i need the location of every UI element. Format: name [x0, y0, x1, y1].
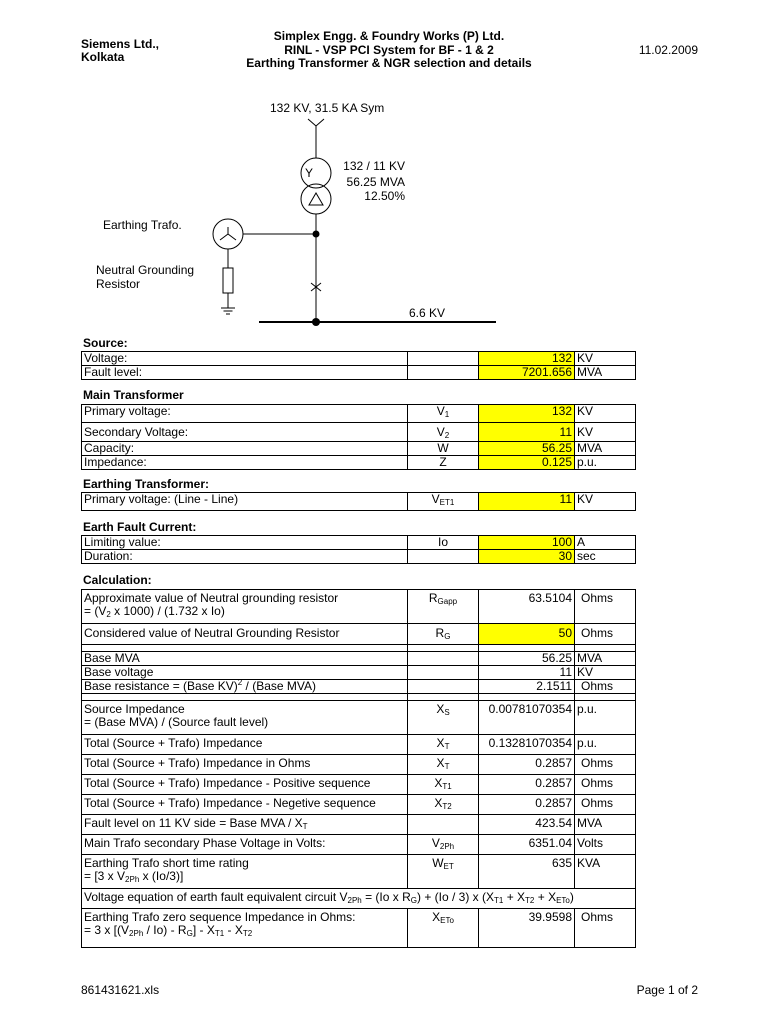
row-label: Fault level on 11 KV side = Base MVA / $X_T$ — [82, 815, 408, 835]
table-row — [82, 652, 636, 666]
row-label: Limiting value: — [82, 536, 408, 550]
row-label: Primary voltage: — [82, 405, 408, 423]
row-symbol: Io — [408, 536, 479, 550]
row-unit: MVA — [575, 652, 636, 666]
row-unit: KV — [575, 423, 636, 442]
footer-filename: 861431621.xls — [81, 983, 160, 997]
primary-voltage-value[interactable]: 132 — [479, 405, 575, 423]
table-row — [82, 701, 636, 735]
source-label: 132 KV, 31.5 KA Sym — [270, 101, 385, 115]
table-row — [82, 590, 636, 624]
footer-page-number: Page 1 of 2 — [636, 983, 698, 997]
row-label: Capacity: — [82, 442, 408, 456]
company-name: Simplex Engg. & Foundry Works (P) Ltd. — [273, 29, 505, 43]
row-label: Base voltage — [82, 666, 408, 680]
fault-current-table — [81, 535, 636, 564]
row-label: Base resistance = (Base KV)$^2$ / (Base MVA) — [82, 680, 408, 694]
table-row — [82, 835, 636, 855]
source-table — [81, 351, 636, 380]
source-fault-value[interactable]: 7201.656 — [479, 366, 575, 380]
row-label: Considered value of Neutral Grounding Resistor — [82, 624, 408, 645]
row-unit: MVA — [575, 815, 636, 835]
row-unit: p.u. — [575, 701, 636, 735]
table-row — [82, 442, 636, 456]
table-row — [82, 456, 636, 470]
section-calculation-title: Calculation: — [83, 573, 152, 587]
transformer-y-symbol: Y — [305, 166, 314, 180]
row-label: Earthing Trafo short time rating = [3 x $V_{2Ph}$ x (Io/3)] — [82, 855, 408, 889]
row-label: Total (Source + Trafo) Impedance — [82, 735, 408, 755]
row-unit: Ohms — [575, 624, 636, 645]
row-unit: Ohms — [575, 755, 636, 775]
row-unit: KV — [575, 666, 636, 680]
section-source-title: Source: — [83, 336, 128, 350]
et-primary-voltage-value[interactable]: 11 — [479, 493, 575, 511]
calculation-table — [81, 589, 636, 948]
row-unit: KV — [575, 352, 636, 366]
row-unit: Ohms — [575, 590, 636, 624]
trafo-mva: 56.25 MVA — [346, 175, 405, 189]
row-label: Voltage: — [82, 352, 408, 366]
row-label: Base MVA — [82, 652, 408, 666]
row-label: Duration: — [82, 550, 408, 564]
capacity-value[interactable]: 56.25 — [479, 442, 575, 456]
phase-voltage-value: 6351.04 — [479, 835, 575, 855]
fault-level-11kv-value: 423.54 — [479, 815, 575, 835]
row-label: Primary voltage: (Line - Line) — [82, 493, 408, 511]
bus-junction-dot — [312, 318, 320, 326]
earthing-transformer-icon — [213, 219, 243, 268]
section-earthing-trafo-title: Earthing Transformer: — [83, 477, 210, 491]
negative-sequence-value: 0.2857 — [479, 795, 575, 815]
row-label: Fault level: — [82, 366, 408, 380]
row-unit: sec — [575, 550, 636, 564]
table-row — [82, 815, 636, 835]
row-label: Approximate value of Neutral grounding resistor = ($V_2$ x 1000) / (1.732 x Io) — [82, 590, 408, 624]
main-trafo-table — [81, 404, 636, 470]
row-symbol: $X_{ETo}$ — [408, 909, 479, 948]
row-label: Earthing Trafo zero sequence Impedance in Ohms: = 3 x $[(V_{2Ph} / Io) - R_G] - X_{T1} - X_{T2}$ — [82, 909, 408, 948]
row-unit: KVA — [575, 855, 636, 889]
table-row — [82, 855, 636, 889]
row-symbol: $V_2$ — [408, 423, 479, 442]
secondary-voltage-value[interactable]: 11 — [479, 423, 575, 442]
row-symbol: $X_T$ — [408, 755, 479, 775]
table-row — [82, 795, 636, 815]
row-unit: Ohms — [575, 775, 636, 795]
junction-dot — [313, 231, 320, 238]
trafo-ratio: 132 / 11 KV — [343, 159, 405, 173]
table-row — [82, 755, 636, 775]
duration-value[interactable]: 30 — [479, 550, 575, 564]
single-line-diagram — [0, 0, 768, 335]
project-name: RINL - VSP PCI System for BF - 1 & 2 — [284, 42, 494, 57]
trafo-impedance: 12.50% — [364, 189, 405, 203]
rg-value[interactable]: 50 — [479, 624, 575, 645]
row-symbol: $R_G$ — [408, 624, 479, 645]
row-symbol: $X_{T1}$ — [408, 775, 479, 795]
impedance-value[interactable]: 0.125 — [479, 456, 575, 470]
client-line-2: Kolkata — [81, 50, 125, 64]
row-symbol: W — [408, 442, 479, 456]
base-resistance-value: 2.1511 — [479, 680, 575, 694]
row-symbol: $X_S$ — [408, 701, 479, 735]
row-label: Secondary Voltage: — [82, 423, 408, 442]
limiting-value[interactable]: 100 — [479, 536, 575, 550]
positive-sequence-value: 0.2857 — [479, 775, 575, 795]
table-row — [82, 550, 636, 564]
table-row — [82, 352, 636, 366]
table-row — [82, 680, 636, 694]
short-time-rating-value: 635 — [479, 855, 575, 889]
row-label: Total (Source + Trafo) Impedance - Positive sequence — [82, 775, 408, 795]
row-symbol: $V_{ET1}$ — [408, 493, 479, 511]
row-unit: MVA — [575, 442, 636, 456]
source-impedance-value: 0.00781070354 — [479, 701, 575, 735]
row-unit: KV — [575, 405, 636, 423]
row-symbol: $X_T$ — [408, 735, 479, 755]
table-row — [82, 536, 636, 550]
section-fault-current-title: Earth Fault Current: — [83, 520, 197, 534]
table-row — [82, 775, 636, 795]
source-arrow-icon — [308, 119, 324, 158]
row-unit: A — [575, 536, 636, 550]
row-symbol: Z — [408, 456, 479, 470]
table-row — [82, 889, 636, 909]
base-voltage-value: 11 — [479, 666, 575, 680]
row-unit: p.u. — [575, 456, 636, 470]
earthing-trafo-table — [81, 492, 636, 511]
table-row — [82, 405, 636, 423]
row-symbol: $X_{T2}$ — [408, 795, 479, 815]
row-unit: Ohms — [575, 680, 636, 694]
client-line-1: Siemens Ltd., — [81, 37, 160, 51]
row-symbol: $V_{2Ph}$ — [408, 835, 479, 855]
table-row — [82, 909, 636, 948]
row-label: Impedance: — [82, 456, 408, 470]
ground-icon — [221, 308, 235, 314]
table-row — [82, 366, 636, 380]
row-unit: KV — [575, 493, 636, 511]
ngr-label-line2: Resistor — [96, 277, 141, 291]
table-row — [82, 624, 636, 645]
row-symbol: $W_{ET}$ — [408, 855, 479, 889]
row-unit: MVA — [575, 366, 636, 380]
bus-voltage-label: 6.6 KV — [409, 306, 446, 320]
row-unit: Volts — [575, 835, 636, 855]
table-row — [82, 493, 636, 511]
row-symbol: $R_{Gapp}$ — [408, 590, 479, 624]
source-voltage-value[interactable]: 132 — [479, 352, 575, 366]
total-impedance-value: 0.13281070354 — [479, 735, 575, 755]
row-unit: Ohms — [575, 909, 636, 948]
feeder-line — [243, 214, 316, 322]
ngr-label-line1: Neutral Grounding — [96, 263, 195, 277]
row-unit: Ohms — [575, 795, 636, 815]
resistor-icon — [223, 268, 233, 308]
row-unit: p.u. — [575, 735, 636, 755]
rgapp-value: 63.5104 — [479, 590, 575, 624]
base-mva-value: 56.25 — [479, 652, 575, 666]
table-row — [82, 423, 636, 442]
zero-sequence-value: 39.9598 — [479, 909, 575, 948]
document-date: 11.02.2009 — [638, 43, 698, 57]
table-row — [82, 666, 636, 680]
voltage-equation: Voltage equation of earth fault equivalent circuit $V_{2Ph} = (Io$ x $R_G) + (Io / 3)$ x $(X_{T1} + X_{T2} + X_{ETo})$ — [82, 889, 636, 909]
row-label: Main Trafo secondary Phase Voltage in Volts: — [82, 835, 408, 855]
row-label: Total (Source + Trafo) Impedance - Negetive sequence — [82, 795, 408, 815]
row-label: Source Impedance = (Base MVA) / (Source fault level) — [82, 701, 408, 735]
table-row — [82, 735, 636, 755]
earthing-trafo-label: Earthing Trafo. — [103, 218, 182, 232]
subject-line: Earthing Transformer & NGR selection and details — [246, 56, 532, 70]
section-main-trafo-title: Main Transformer — [83, 388, 184, 402]
row-symbol: $V_1$ — [408, 405, 479, 423]
row-label: Total (Source + Trafo) Impedance in Ohms — [82, 755, 408, 775]
total-impedance-ohms-value: 0.2857 — [479, 755, 575, 775]
